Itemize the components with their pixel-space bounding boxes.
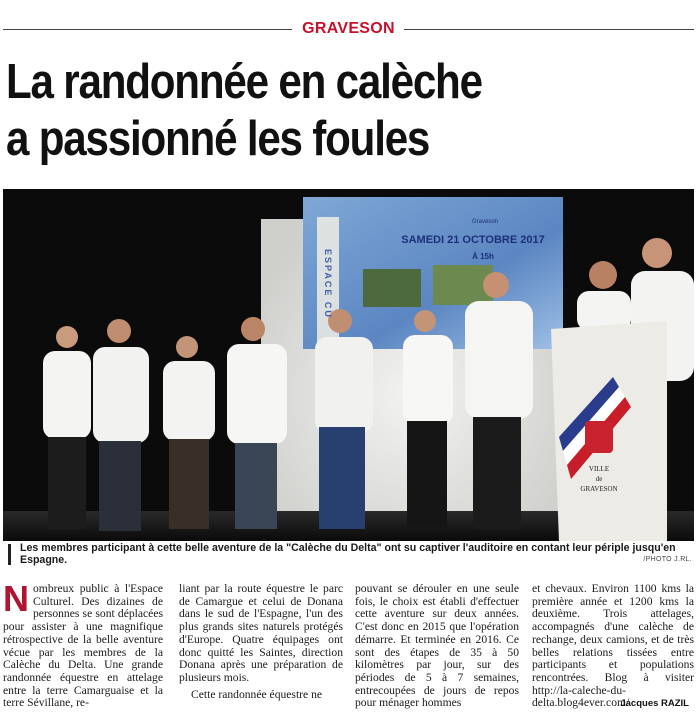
photo-credit: /PHOTO J.RL. [643, 556, 692, 563]
column-1 [3, 583, 163, 723]
column-2-text: liant par la route équestre le parc de Camargue et celui de Donana dans le sud de l'Espagne, l'un des plus grands sites naturels protégés d'Europe. Quatre équipages ont donc quitté les Saintes, direction Donana après une préparation de plusieurs mois. [179, 583, 343, 684]
headline [6, 54, 599, 168]
headline-line-2: a passionné les foules [6, 112, 430, 166]
section-rubric: GRAVESON [302, 20, 395, 37]
screen-date: SAMEDI 21 OCTOBRE 2017 [401, 234, 545, 246]
article-photo [3, 189, 694, 541]
author-signature: Jacques RAZIL [620, 698, 689, 709]
photo-caption: Les membres participant à cette belle aventure de la "Calèche du Delta" ont su captiver l'auditoire en contant leur périple jusqu'en Espagne. [20, 542, 676, 566]
column-2-text-b: Cette randonnée équestre ne [191, 687, 323, 701]
article-body [3, 583, 694, 723]
screen-vertical-text: ESPACE CU [323, 249, 333, 319]
column-3 [355, 583, 519, 723]
column-2 [179, 583, 343, 723]
photo-illustration [3, 189, 694, 541]
caption-marker [8, 544, 11, 565]
screen-time: À 15h [472, 252, 494, 261]
podium-text-3: GRAVESON [580, 485, 618, 493]
column-4-text: et chevaux. Environ 1100 kms la première année et 1200 kms la deuxième. Trois attelages, accompagnés d'une calèche de rechange, deux camions, et de très belles relations tissées entre participants et populations rencontrées. Blog à visiter http://la-caleche-du-delta.blog4ever.com/ [532, 583, 694, 710]
column-1-text: ombreux public à l'Espace Culturel. Des dizaines de personnes se sont déplacées pour assister à une magnifique rétrospective de la belle aventure vécue par les membres de la Calèche du Delta. Une grande randonnée équestre en attelage entre la terre Camarguaise et la terre Sévillane, re- [3, 583, 163, 710]
drop-cap: N [3, 583, 29, 619]
podium [551, 321, 667, 541]
podium-text-2: de [595, 475, 603, 483]
podium-text-1: VILLE [588, 465, 610, 473]
screen-logo: Graveson [471, 219, 499, 225]
headline-line-1: La randonnée en calèche [6, 55, 482, 109]
column-3-text: pouvant se dérouler en une seule fois, le choix est établi d'effectuer cette aventure sur deux années. C'est donc en 2015 que l'opération démarre. Et terminée en 2016. Ce sont des étapes de 35 à 50 kilomètres par jour, sur des périodes de 5 à 7 semaines, entrecoupées de jours de repos pour ménager hommes [355, 583, 519, 710]
